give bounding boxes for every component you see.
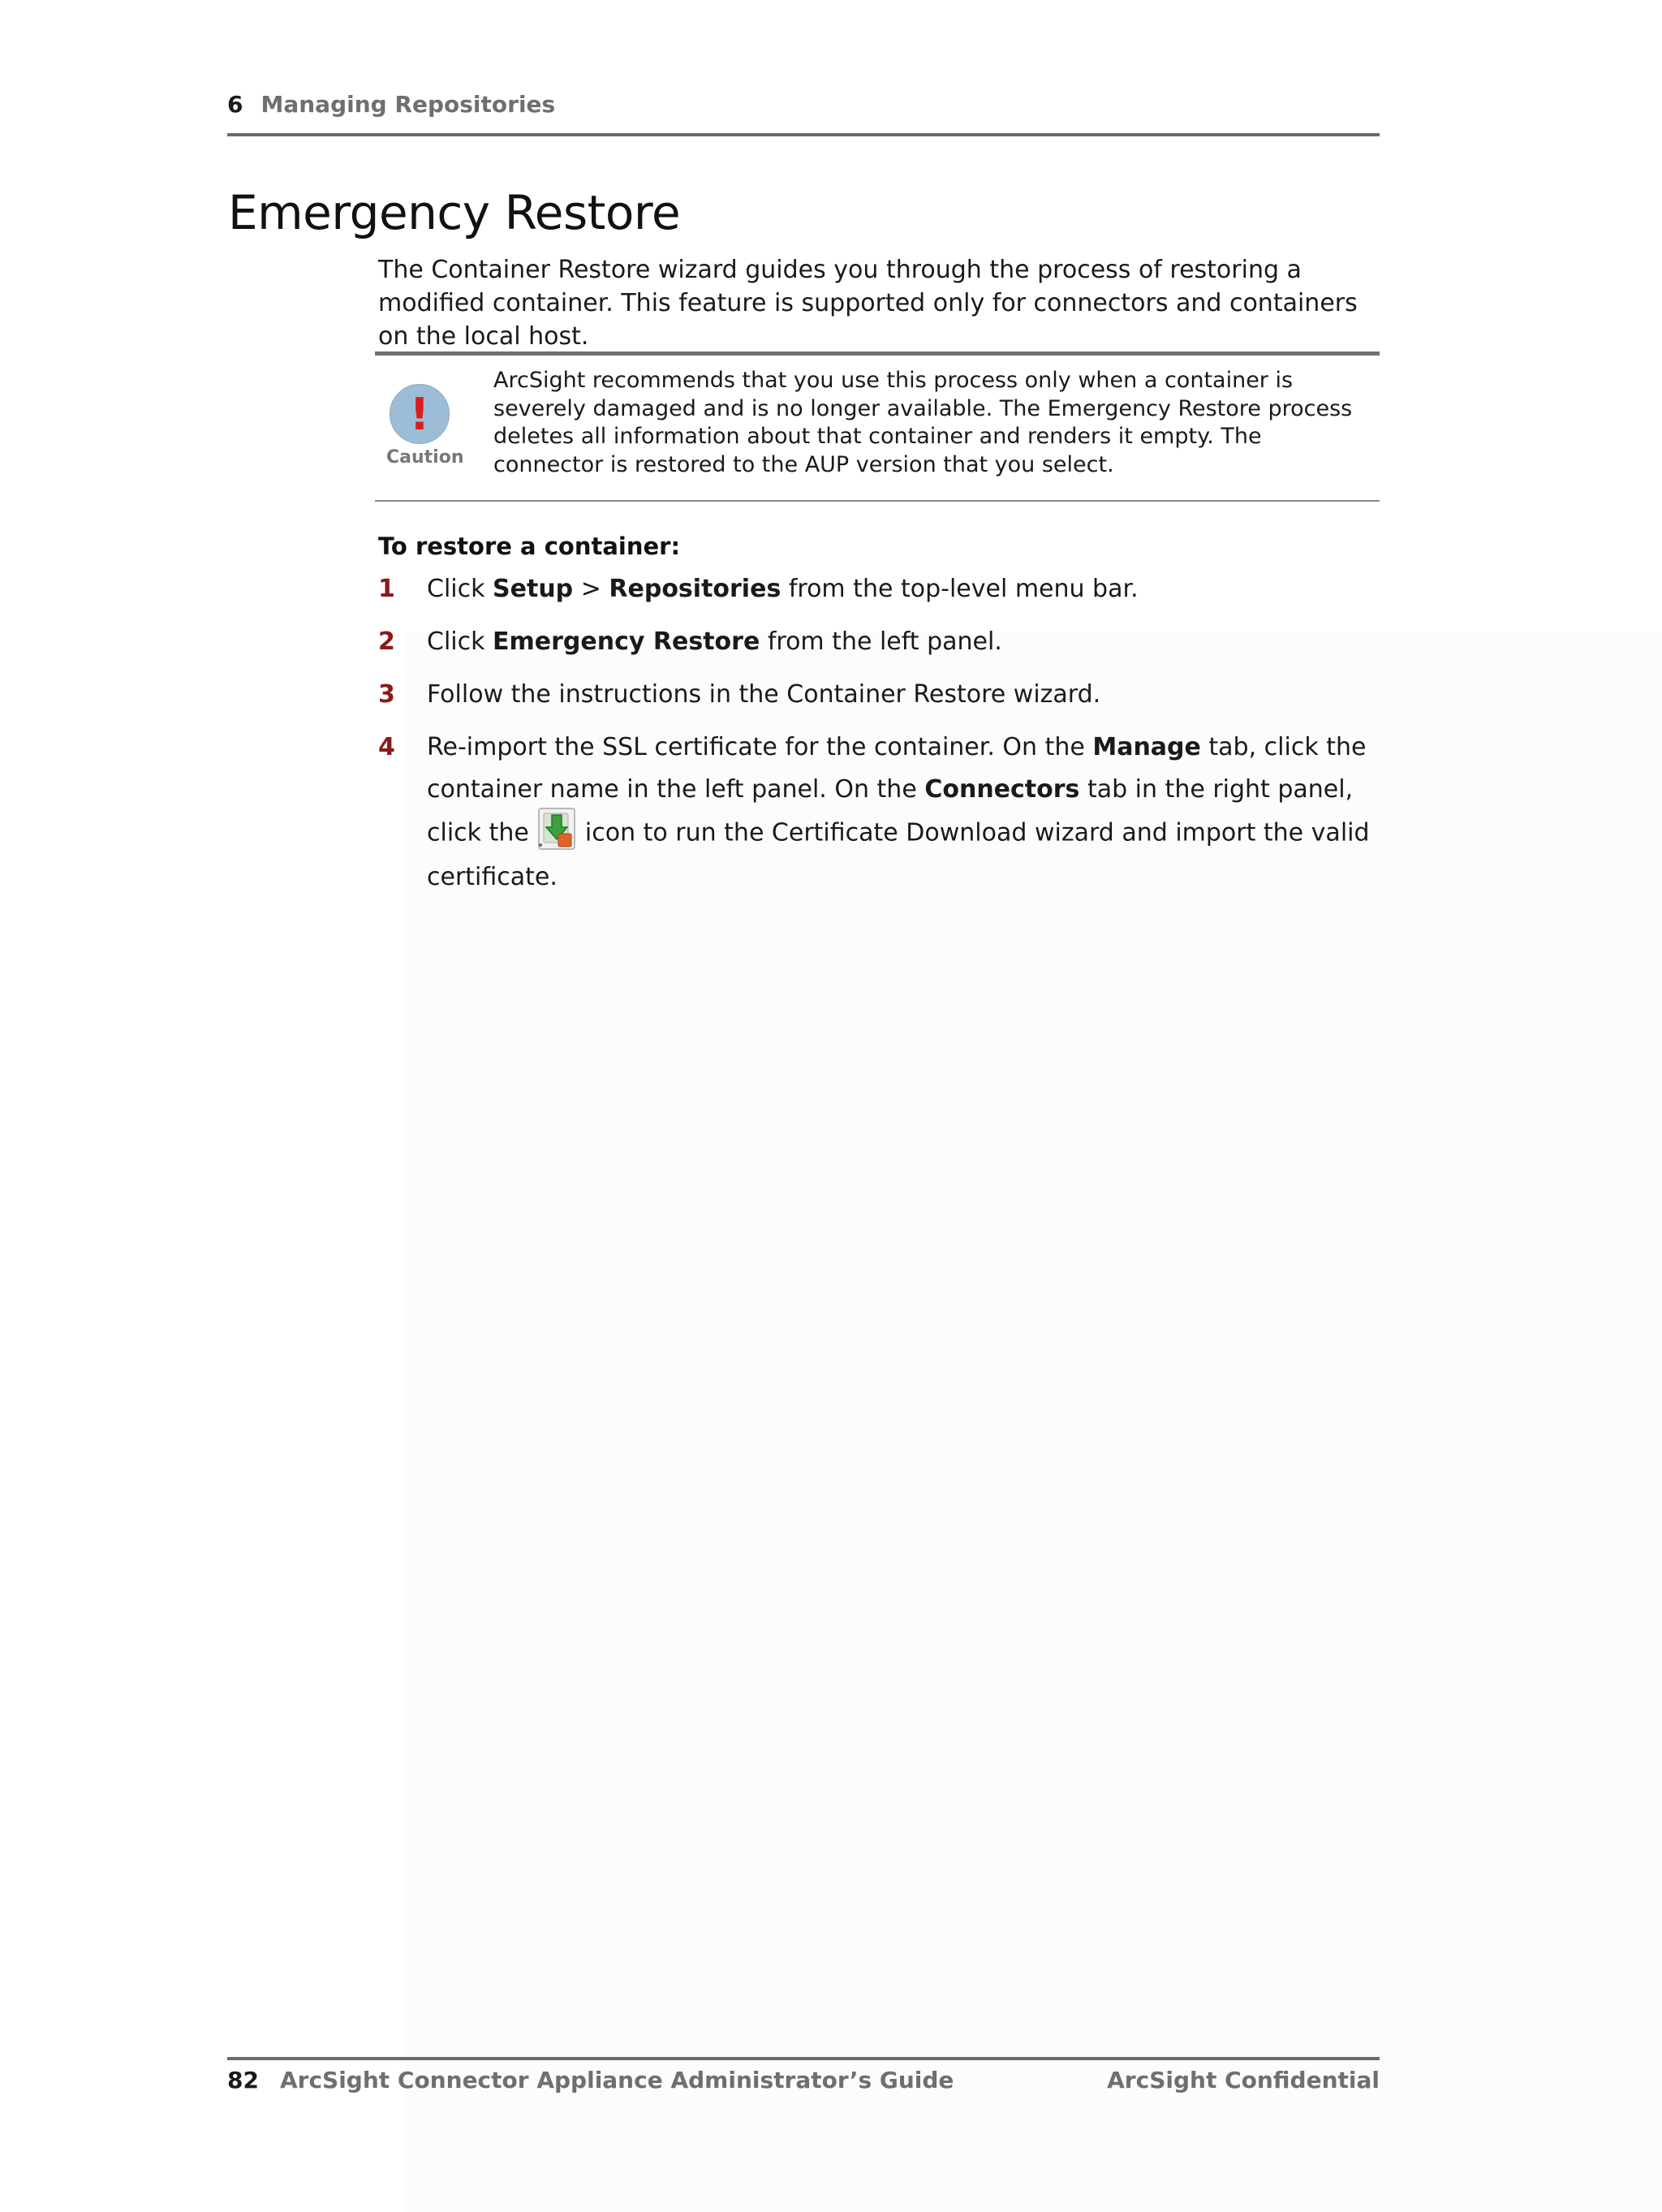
certificate-download-icon [536,806,577,852]
step-text: tab in the right panel, click the [427,775,1354,847]
step-text: icon to run the Certificate Download wizard and import the valid certificate. [427,818,1370,891]
step-number: 4 [378,733,395,761]
step-text: tab, click the container name in the left panel. On the [427,733,1367,804]
step-number: 3 [378,680,395,709]
menu-repositories: Repositories [609,575,781,603]
chapter-title: Managing Repositories [260,91,556,118]
step-text: Click [427,627,493,656]
step-number: 2 [378,627,395,656]
caution-disc: ! [390,384,450,444]
guide-title: ArcSight Connector Appliance Administrator’s Guide [279,2067,954,2093]
step-2 [378,621,1384,663]
page-number: 82 [227,2067,259,2093]
step-1 [378,568,1384,610]
confidentiality-notice: ArcSight Confidential [1107,2067,1380,2093]
caution-note [375,351,1380,502]
step-3 [378,674,1384,716]
step-text: > [573,575,609,603]
step-text: Click [427,575,493,603]
step-4 [378,727,1384,899]
step-text: from the left panel. [760,627,1002,656]
connectors-tab-label: Connectors [924,775,1080,804]
step-text: from the top-level menu bar. [781,575,1139,603]
procedure-steps [378,568,1384,909]
running-header [227,91,1380,136]
emergency-restore-label: Emergency Restore [493,627,760,656]
intro-paragraph: The Container Restore wizard guides you through the process of restoring a modified container. This feature is supported only for connectors and containers on the local host. [378,256,1358,351]
manage-tab-label: Manage [1092,733,1201,761]
caution-label: Caution [386,447,464,468]
step-number: 1 [378,575,395,603]
menu-setup: Setup [493,575,574,603]
step-text: Re-import the SSL certificate for the container. On the [427,733,1093,761]
procedure-heading: To restore a container: [378,533,681,560]
caution-text: ArcSight recommends that you use this process only when a container is severely damaged and is no longer available. The Emergency Restore process deletes all information about that container and renders it empty. The connector is restored to the AUP version that you select. [493,368,1353,477]
running-footer [227,2057,1380,2093]
caution-exclamation-icon [386,384,464,468]
chapter-number: 6 [227,91,243,118]
section-title: Emergency Restore [228,185,681,240]
step-text: Follow the instructions in the Container Restore wizard. [427,680,1101,709]
